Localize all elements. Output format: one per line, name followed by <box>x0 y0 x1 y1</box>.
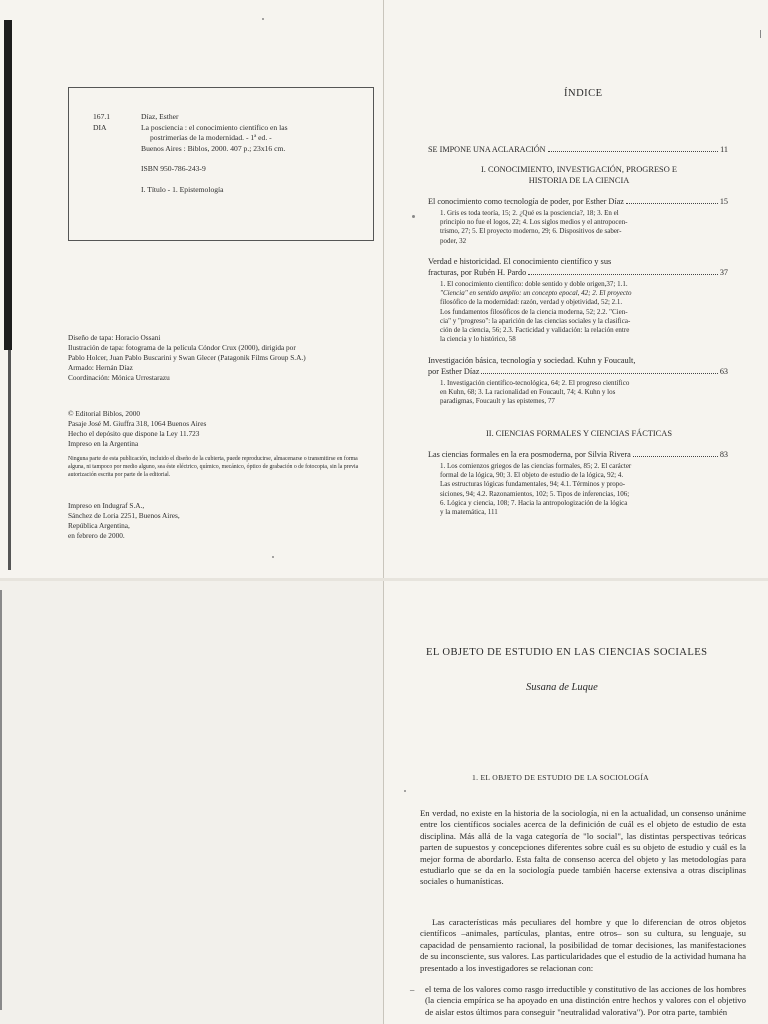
bibliographic-entry: Díaz, Esther La posciencia : el conocimiento científico en las postrimerías de la modernidad. - 1ª ed. - Buenos Aires : Biblos, 2000. 407 p.; 23x16 cm. ISBN 950-786-243-9 I. Título - 1. Epistemología <box>141 112 366 195</box>
binding-edge-lower <box>8 350 11 570</box>
printer-info: Impreso en Indugraf S.A., Sánchez de Loria 2251, Buenos Aires, República Argentina, en febrero de 2000. <box>68 501 180 540</box>
paragraph-1: En verdad, no existe en la historia de la sociología, ni en la actualidad, un consenso unánime entre los científicos sociales acerca de la definición de cuál es el objeto de estudio de esta disciplina. Más allá de la vaga categoría de "lo social", las distintas perspectivas teóricas parten de supuestos y concepciones diferentes sobre cuál es su objeto de estudio y cuál es la mejor forma de abordarlo. Esta falta de consenso acerca del objeto y las metodologías para estudiarlo que se da en la sociología puede también hacerse extensiva a otras disciplinas sociales o humanísticas. <box>420 808 746 887</box>
rights-reserved: Ninguna parte de esta publicación, incluido el diseño de la cubierta, puede reproducirse, almacenarse o transmitirse en forma alguna, ni tampoco por medio alguno, sea éste eléctrico, químico, mecánico, óptico de grabación o de fotocopia, sin la previa autorización escrita por parte de la editorial. <box>68 456 359 478</box>
toc-entry-1: El conocimiento como tecnología de poder, por Esther Díaz 15 <box>428 197 728 206</box>
chapter-page <box>384 580 768 1024</box>
credits: Diseño de tapa: Horacio Ossani Ilustración de tapa: fotograma de la película Cóndor Crux (2000), dirigida por Pablo Holcer, Juan Pablo Buscarini y Swan Glecer (Patagonik Films Group S.A.) Armado: Hernán Díaz Coordinación: Mónica Urrestarazu <box>68 333 306 382</box>
toc-entry-4: Las ciencias formales en la era posmoderna, por Silvia Rivera 83 <box>428 450 728 459</box>
chapter-title: EL OBJETO DE ESTUDIO EN LAS CIENCIAS SOCIALES <box>426 647 708 658</box>
index-title: ÍNDICE <box>564 88 603 99</box>
legal-notice: © Editorial Biblos, 2000 Pasaje José M. Giuffra 318, 1064 Buenos Aires Hecho el depósito que dispone la Ley 11.723 Impreso en la Argentina <box>68 409 207 448</box>
bullet-dash: – <box>410 984 415 994</box>
catalog-card <box>68 87 374 241</box>
classification: 167.1 DIA <box>93 112 111 132</box>
scan-speck <box>412 215 415 218</box>
section-heading-1: I. CONOCIMIENTO, INVESTIGACIÓN, PROGRESO E HISTORIA DE LA CIENCIA <box>481 165 677 185</box>
toc-entry-2-contents: 1. El conocimiento científico: doble sentido y doble origen,37; 1.1. "Ciencia" en sentido amplio: un concepto epocal, 42; 2. El proyecto filosófico de la modernidad: razón, verdad y objetividad, 52; 2.1. Los fundamentos filosóficos de la ciencia moderna, 52; 2.2. "Cien- cia" y "progreso": la aparición de las ciencias sociales y la clasifica- ción de la ciencia, 56; 2.3. Facticidad y validación: la relación entre la ciencia y lo histórico, 58 <box>440 280 632 344</box>
blank-page <box>0 580 384 1024</box>
copyright-page <box>0 0 384 580</box>
scan-speck <box>404 790 406 792</box>
toc-entry-2: fracturas, por Rubén H. Pardo 37 <box>428 268 728 277</box>
section-heading-2: II. CIENCIAS FORMALES Y CIENCIAS FÁCTICAS <box>486 429 672 438</box>
toc-entry-3-title: Investigación básica, tecnología y sociedad. Kuhn y Foucault, <box>428 356 636 365</box>
page-seam-horizontal <box>0 578 768 581</box>
toc-entry-1-contents: 1. Gris es toda teoría, 15; 2. ¿Qué es la posciencia?, 18; 3. En el principio no fue el logos, 22; 4. Los siglos medios y el antropocen- trismo, 27; 5. El proyecto moderno, 29; 6. Dispositivos de saber- poder, 32 <box>440 209 628 245</box>
chapter-author: Susana de Luque <box>526 682 598 693</box>
binding-edge-bottom <box>0 590 2 1010</box>
catalog-author: Díaz, Esther <box>141 112 179 121</box>
bullet-item: – el tema de los valores como rasgo irreductible y constitutivo de las acciones de los hombres (la ciencia empírica se ha apoyado en una distinción entre hechos y valores con el objetivo de aislar estos últimos para conseguir "neutralidad valorativa"). Por otra parte, también <box>410 984 746 1017</box>
toc-entry-3: por Esther Díaz 63 <box>428 367 728 376</box>
scan-speck <box>272 556 274 558</box>
scan-speck <box>760 30 761 38</box>
binding-edge <box>4 20 12 350</box>
section-heading: 1. EL OBJETO DE ESTUDIO DE LA SOCIOLOGÍA <box>472 773 649 782</box>
toc-intro: SE IMPONE UNA ACLARACIÓN 11 <box>428 145 728 154</box>
scan-speck <box>262 18 264 20</box>
index-page <box>384 0 768 580</box>
isbn: ISBN 950-786-243-9 <box>141 164 206 173</box>
subjects: I. Título - 1. Epistemología <box>141 184 224 194</box>
page-seam-vertical <box>383 0 384 1024</box>
toc-entry-2-title: Verdad e historicidad. El conocimiento científico y sus <box>428 257 612 266</box>
paragraph-2: Las características más peculiares del hombre y que lo diferencian de otros objetos científicos –animales, partículas, plantas, entre otros– son su cultura, su lenguaje, su capacidad de pensamiento racional, la posibilidad de tomar decisiones, las manifestaciones de su inconsciente, sus valores. Las particularidades que el estudio de la actividad humana ha presentado a los investigadores se relacionan con: <box>420 917 746 973</box>
toc-entry-3-contents: 1. Investigación científico-tecnológica, 64; 2. El progreso científico en Kuhn, 68; 3. La racionalidad en Foucault, 74; 4. Kuhn y los paradigmas, Foucault y las epistemes, 77 <box>440 379 630 406</box>
toc-entry-4-contents: 1. Los comienzos griegos de las ciencias formales, 85; 2. El carácter formal de la lógica, 90; 3. El objeto de estudio de la lógica, 92; 4. Las estructuras lógicas fundamentales, 94; 4.1. Términos y propo- siciones, 94; 4.2. Razonamientos, 102; 5. Tipos de inferencias, 106; 6. Lógica y ciencia, 108; 7. Hacia la antropologización de la lógica y la matemática, 111 <box>440 462 632 517</box>
